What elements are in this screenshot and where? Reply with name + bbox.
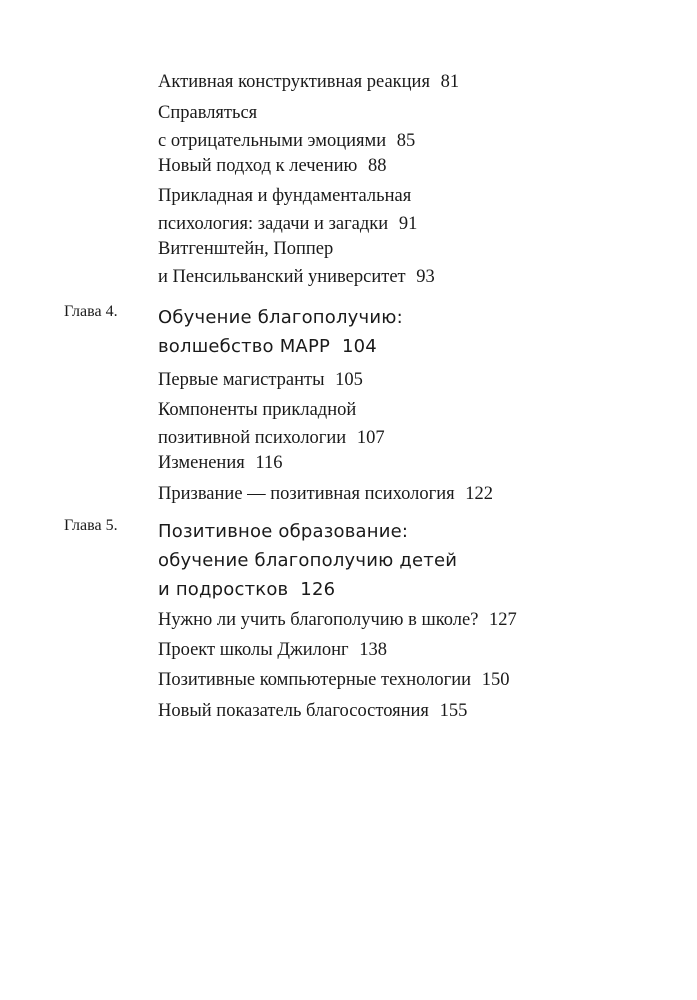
chapter-title: и подростков — [158, 579, 289, 600]
chapter-5-entry[interactable] — [158, 517, 610, 604]
chapter-title: обучение благополучию детей — [158, 550, 458, 571]
toc-entry[interactable] — [158, 366, 610, 394]
toc-entry[interactable] — [158, 152, 610, 180]
toc-entry-line — [158, 636, 610, 664]
toc-entry[interactable] — [158, 697, 610, 725]
chapter-title: Позитивное образование: — [158, 521, 409, 542]
chapter-4-label: Глава 4. — [64, 303, 118, 320]
toc-page-number: 104 — [341, 336, 377, 357]
toc-entry[interactable] — [158, 666, 610, 694]
toc-page-number: 127 — [489, 610, 517, 630]
toc-entry-title: Проект школы Джилонг — [158, 640, 349, 660]
chapter-4-entry[interactable] — [158, 303, 610, 361]
toc-entry[interactable] — [158, 182, 610, 238]
toc-entry-title: Изменения — [158, 453, 245, 473]
chapter-5-label: Глава 5. — [64, 517, 118, 534]
toc-entry-title: Позитивные компьютерные технологии — [158, 670, 472, 690]
toc-entry-line — [158, 263, 610, 291]
toc-entry-line — [158, 575, 610, 604]
toc-entry-line — [158, 68, 610, 96]
toc-page-number: 122 — [465, 484, 494, 504]
chapter-title: Обучение благополучию: — [158, 307, 403, 328]
toc-entry-line — [158, 606, 610, 634]
toc-entry-line — [158, 152, 610, 180]
toc-page-number: 138 — [359, 640, 387, 660]
toc-entry-line — [158, 366, 610, 394]
toc-entry[interactable] — [158, 449, 610, 477]
chapter-title: волшебство МАРР — [158, 336, 331, 357]
toc-page-number: 85 — [396, 131, 416, 151]
toc-page-number: 88 — [368, 156, 387, 176]
toc-entry-title: Новый показатель благосостояния — [158, 701, 429, 721]
toc-entry-title: и Пенсильванский университет — [158, 267, 406, 287]
toc-entry-title: Компоненты прикладной — [158, 400, 357, 420]
toc-entry-line — [158, 666, 610, 694]
toc-entry[interactable] — [158, 68, 610, 96]
toc-entry-line — [158, 480, 610, 508]
toc-entry-title: Витгенштейн, Поппер — [158, 239, 334, 259]
toc-entry-title: позитивной психологии — [158, 428, 347, 448]
toc-entry-title: Справляться — [158, 103, 258, 123]
toc-entry[interactable] — [158, 99, 610, 155]
toc-entry-title: Первые магистранты — [158, 370, 325, 390]
toc-page-number: 116 — [255, 453, 283, 473]
toc-entry-title: Призвание — позитивная психология — [158, 484, 455, 504]
toc-entry-title: Новый подход к лечению — [158, 156, 358, 176]
toc-entry[interactable] — [158, 396, 610, 452]
toc-entry-title: психология: задачи и загадки — [158, 214, 389, 234]
toc-entry-title: с отрицательными эмоциями — [158, 131, 387, 151]
toc-page-number: 107 — [356, 428, 385, 448]
toc-entry-line — [158, 697, 610, 725]
toc-entry[interactable] — [158, 235, 610, 291]
toc-page-number: 91 — [398, 214, 418, 234]
toc-page-number: 150 — [481, 670, 510, 690]
toc-page-number: 126 — [300, 579, 336, 600]
toc-page-number: 155 — [439, 701, 468, 721]
toc-entry-line — [158, 332, 610, 361]
toc-entry-line — [158, 210, 610, 238]
toc-entry-line — [158, 424, 610, 452]
toc-page-number: 105 — [335, 370, 363, 390]
toc-entry-title: Активная конструктивная реакция — [158, 72, 430, 92]
toc-entry[interactable] — [158, 480, 610, 508]
toc-entry-title: Нужно ли учить благополучию в школе? — [158, 610, 479, 630]
toc-entry-line — [158, 449, 610, 477]
toc-page-number: 93 — [416, 267, 435, 287]
toc-entry-line — [158, 127, 610, 155]
toc-page-number: 81 — [440, 72, 460, 92]
toc-entry[interactable] — [158, 606, 610, 634]
toc-entry[interactable] — [158, 636, 610, 664]
toc-entry-title: Прикладная и фундаментальная — [158, 186, 412, 206]
